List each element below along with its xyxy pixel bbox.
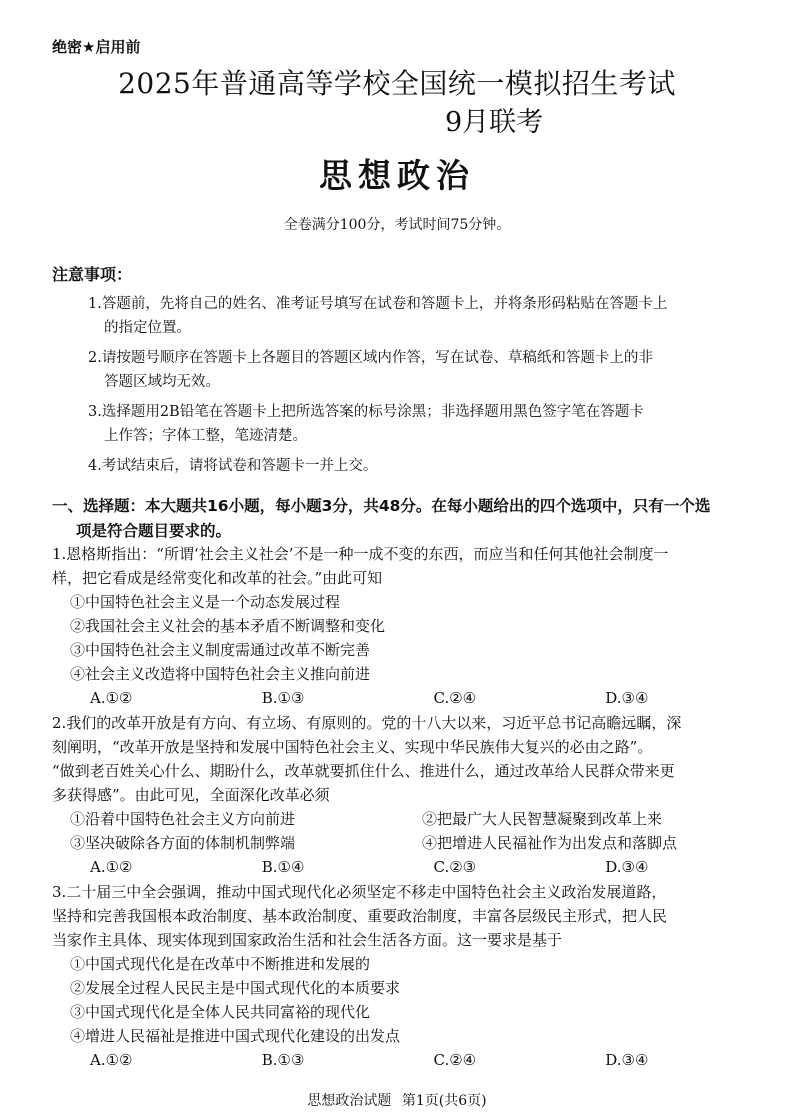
exam-subtitle: 9月联考 — [445, 107, 544, 138]
question-stem-line: 样，把它看成是经常变化和改革的社会。”由此可知 — [52, 569, 383, 587]
choice-c: C.②③ — [433, 858, 477, 876]
notice-item — [88, 400, 778, 448]
question-stem-line: 1.恩格斯指出：“所谓‘社会主义社会’不是一种一成不变的东西，而应当和任何其他社会制度一 — [52, 545, 669, 563]
statement-option: ②把最广大人民智慧凝聚到改革上来 — [422, 810, 663, 828]
question-stem-line: 当家作主具体、现实体现到国家政治生活和社会生活各方面。这一要求是基于 — [52, 931, 563, 949]
page-footer — [0, 1090, 794, 1110]
statement-option: ①中国式现代化是在改革中不断推进和发展的 — [70, 955, 371, 973]
notice-item — [88, 454, 778, 478]
question-2 — [52, 711, 777, 880]
answer-choices — [52, 1048, 777, 1073]
question-stem-line: 3.二十届三中全会强调，推动中国式现代化必须坚定不移走中国特色社会主义政治发展道路， — [52, 883, 667, 901]
choice-d: D.③④ — [605, 858, 649, 876]
score-info: 全卷满分100分，考试时间75分钟。 — [283, 217, 511, 233]
subject-title: 思想政治 — [319, 156, 475, 195]
notice-item — [88, 346, 778, 394]
question-list — [52, 542, 777, 1073]
notice-list — [88, 292, 778, 484]
notice-heading: 注意事项： — [52, 265, 133, 284]
statement-option-row — [52, 831, 777, 855]
section-heading-line: 项是符合题目要求的。 — [76, 522, 232, 540]
choice-d: D.③④ — [605, 1051, 649, 1069]
exam-title: 2025年普通高等学校全国统一模拟招生考试 — [118, 67, 676, 100]
notice-line: 1.答题前，先将自己的姓名、准考证号填写在试卷和答题卡上，并将条形码粘贴在答题卡上 — [88, 296, 668, 312]
notice-line: 4.考试结束后，请将试卷和答题卡一并上交。 — [88, 458, 378, 474]
notice-line: 答题区域均无效。 — [104, 374, 220, 390]
choice-a: A.①② — [90, 689, 133, 707]
answer-choices — [52, 855, 777, 880]
statement-option: ①中国特色社会主义是一个动态发展过程 — [70, 593, 341, 611]
question-stem-line: 多获得感”。由此可见，全面深化改革必须 — [52, 786, 330, 804]
choice-b: B.①③ — [261, 689, 305, 707]
notice-line: 3.选择题用2B铅笔在答题卡上把所选答案的标号涂黑；非选择题用黑色签字笔在答题卡 — [88, 404, 644, 420]
choice-d: D.③④ — [605, 689, 649, 707]
question-1 — [52, 542, 777, 711]
choice-a: A.①② — [90, 1051, 133, 1069]
statement-option: ④社会主义改造将中国特色社会主义推向前进 — [70, 665, 371, 683]
statement-option: ④增进人民福祉是推进中国式现代化建设的出发点 — [70, 1027, 401, 1045]
footer-page-number: 第1页(共6页) — [401, 1093, 487, 1109]
question-3 — [52, 880, 777, 1073]
section-heading-line: 一、选择题：本大题共16小题，每小题3分，共48分。在每小题给出的四个选项中，只有一个选 — [52, 497, 711, 515]
choice-b: B.①④ — [261, 858, 305, 876]
statement-option-row — [52, 807, 777, 831]
choice-a: A.①② — [90, 858, 133, 876]
statement-option: ③中国特色社会主义制度需通过改革不断完善 — [70, 641, 371, 659]
statement-option: ②我国社会主义社会的基本矛盾不断调整和变化 — [70, 617, 386, 635]
statement-option: ④把增进人民福祉作为出发点和落脚点 — [422, 834, 678, 852]
confidential-label: 绝密★启用前 — [52, 38, 141, 56]
answer-choices — [52, 686, 777, 711]
question-stem-line: “做到老百姓关心什么、期盼什么，改革就要抓住什么、推进什么，通过改革给人民群众带来更 — [52, 762, 675, 780]
choice-c: C.②④ — [433, 689, 477, 707]
question-stem-line: 刻阐明，“改革开放是坚持和发展中国特色社会主义、实现中华民族伟大复兴的必由之路”。 — [52, 738, 653, 756]
notice-line: 上作答；字体工整，笔迹清楚。 — [104, 428, 307, 444]
footer-subject: 思想政治试题 — [307, 1093, 392, 1109]
statement-option: ③坚决破除各方面的体制机制弊端 — [70, 834, 296, 852]
notice-line: 的指定位置。 — [104, 320, 191, 336]
question-stem-line: 坚持和完善我国根本政治制度、基本政治制度、重要政治制度，丰富各层级民主形式，把人民 — [52, 907, 668, 925]
notice-item — [88, 292, 778, 340]
question-stem-line: 2.我们的改革开放是有方向、有立场、有原则的。党的十八大以来，习近平总书记高瞻远瞩，深 — [52, 714, 682, 732]
choice-b: B.①③ — [261, 1051, 305, 1069]
statement-option: ③中国式现代化是全体人民共同富裕的现代化 — [70, 1003, 371, 1021]
choice-c: C.②④ — [433, 1051, 477, 1069]
section-heading — [52, 494, 772, 544]
statement-option: ①沿着中国特色社会主义方向前进 — [70, 810, 296, 828]
statement-option: ②发展全过程人民民主是中国式现代化的本质要求 — [70, 979, 401, 997]
notice-line: 2.请按题号顺序在答题卡上各题目的答题区域内作答，写在试卷、草稿纸和答题卡上的非 — [88, 350, 653, 366]
